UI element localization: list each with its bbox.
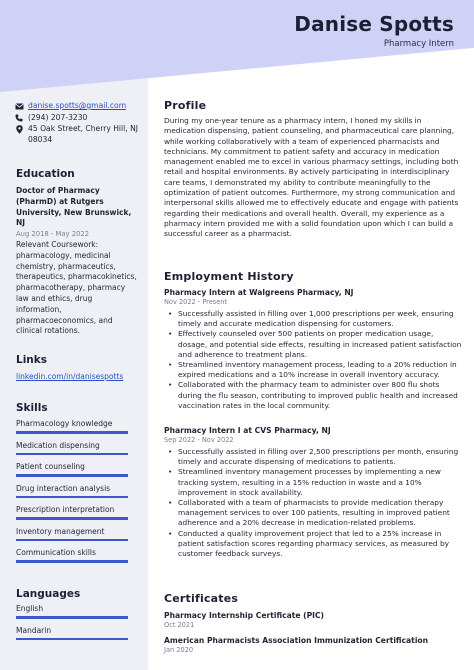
phone-number: (294) 207-3230 — [28, 112, 88, 122]
contact-address-row — [14, 124, 140, 145]
job-bullet: • Successfully assisted in filling over 2,500 prescriptions per month, ensuring timely and accurate dispensing of medications to patients. — [164, 447, 462, 467]
skill-level-fill — [16, 496, 128, 499]
skill-item — [16, 548, 128, 563]
profile-heading: Profile — [164, 99, 207, 112]
skill-label: Pharmacology knowledge — [16, 419, 113, 428]
job-dates: Sep 2022 - Nov 2022 — [164, 436, 234, 444]
skill-item — [16, 484, 128, 499]
language-item — [16, 604, 128, 619]
skill-level-fill — [16, 431, 128, 434]
job-bullet: • Conducted a quality improvement project that led to a 25% increase in patient satisfaction scores regarding pharmacy services, as measured by customer feedback surveys. — [164, 529, 462, 560]
skill-level-bar — [16, 474, 128, 477]
skill-label: Medication dispensing — [16, 440, 100, 450]
skill-label: Prescription interpretation — [16, 505, 115, 514]
job-bullet: • Collaborated with the pharmacy team to administer over 800 flu shots during the flu season, contributing to improved public health and increased vaccination rates in the local community. — [164, 380, 462, 411]
employment-heading: Employment History — [164, 270, 294, 283]
phone-icon — [14, 113, 24, 123]
skill-level-fill — [16, 474, 128, 477]
skill-level-fill — [16, 453, 128, 456]
skill-label: Inventory management — [16, 526, 105, 536]
certificates-heading: Certificates — [164, 592, 239, 605]
skill-item — [16, 505, 128, 520]
skills-heading: Skills — [16, 402, 48, 414]
job-bullets — [164, 309, 462, 411]
skill-label: Patient counseling — [16, 462, 85, 471]
skill-item — [16, 441, 128, 456]
education-heading: Education — [16, 168, 75, 180]
language-label: English — [16, 604, 44, 613]
skill-level-bar — [16, 496, 128, 499]
education-degree: Doctor of Pharmacy (PharmD) at Rutgers University, New Brunswick, NJ — [16, 186, 132, 228]
contact-email-row — [14, 101, 140, 112]
candidate-name: Danise Spotts — [294, 12, 454, 36]
job-bullet: • Effectively counseled over 500 patients on proper medication usage, dosage, and potential side effects, resulting in increased patient satisfaction and adherence to treatment plans. — [164, 329, 462, 360]
certificate-entry — [164, 611, 462, 630]
linkedin-link[interactable]: linkedin.com/in/danisespotts — [16, 372, 124, 381]
skill-item — [16, 419, 128, 434]
languages-heading: Languages — [16, 588, 81, 600]
certificate-title: American Pharmacists Association Immunization Certification — [164, 636, 429, 645]
job-title: Pharmacy Intern at Walgreens Pharmacy, NJ — [164, 288, 354, 297]
education-dates: Aug 2018 - May 2022 — [16, 230, 90, 239]
skill-label: Drug interaction analysis — [16, 483, 111, 493]
job-bullets — [164, 447, 462, 559]
skill-item — [16, 527, 128, 542]
job-bullet: • Streamlined inventory management processes by implementing a new tracking system, resulting in a 15% reduction in waste and a 10% improvement in stock availability. — [164, 467, 462, 498]
education-entry — [16, 186, 140, 337]
language-level-bar — [16, 638, 128, 641]
profile-summary: During my one-year tenure as a pharmacy intern, I honed my skills in medication dispensing, patient counseling, and pharmaceutical care planning, while working collaboratively with a team of experienced pharmacists and technicians. My commitment to patient safety and accuracy in medication management enabled me to excel in various pharmacy settings, including both retail and hospital environments. By actively participating in interdisciplinary care teams, I demonstrated my ability to contribute meaningfully to the optimization of patient outcomes. Furthermore, my strong communication and interpersonal skills allowed me to effectively educate and engage with patients regarding their medications and overall health. Overall, my experience as a pharmacy intern provided me with a solid foundation upon which I can build a successful career as a pharmacist. — [164, 116, 459, 239]
job-bullet: • Streamlined inventory management process, leading to a 20% reduction in expired medications and a 10% increase in overall inventory accuracy. — [164, 360, 462, 380]
skill-level-bar — [16, 517, 128, 520]
contact-section — [14, 101, 140, 146]
job-dates: Nov 2022 - Present — [164, 298, 228, 306]
skill-level-bar — [16, 539, 128, 542]
map-pin-icon — [14, 124, 24, 134]
job-bullet: • Successfully assisted in filling over 1,000 prescriptions per week, ensuring timely and accurate medication dispensing for customers. — [164, 309, 462, 329]
skill-level-fill — [16, 517, 128, 520]
skill-level-bar — [16, 453, 128, 456]
email-link[interactable]: danise.spotts@gmail.com — [28, 101, 127, 110]
language-item — [16, 626, 128, 641]
language-label: Mandarin — [16, 625, 52, 635]
links-list — [16, 372, 140, 383]
skill-level-bar — [16, 560, 128, 563]
education-coursework: Relevant Coursework: pharmacology, medicinal chemistry, pharmaceutics, therapeutics, pharmacokinetics, pharmacotherapy, pharmacy law and ethics, drug information, pharmacoeconomics, and clinical rotations. — [16, 239, 137, 336]
job-entry — [164, 288, 462, 411]
job-title: Pharmacy Intern I at CVS Pharmacy, NJ — [164, 426, 331, 435]
certificate-title: Pharmacy Internship Certificate (PIC) — [164, 611, 325, 620]
job-bullet: • Collaborated with a team of pharmacists to provide medication therapy management services to over 100 patients, resulting in improved patient adherence and a 20% decrease in medication-related problems. — [164, 498, 462, 529]
contact-phone-row — [14, 113, 140, 124]
job-entry — [164, 426, 462, 559]
envelope-icon — [14, 101, 24, 111]
address: 45 Oak Street, Cherry Hill, NJ 08034 — [28, 124, 139, 144]
skill-item — [16, 462, 128, 477]
certificate-entry — [164, 636, 462, 655]
links-heading: Links — [16, 354, 47, 366]
candidate-title: Pharmacy Intern — [383, 39, 454, 49]
language-level-fill — [16, 638, 128, 641]
certificate-date: Jan 2020 — [164, 646, 194, 654]
language-level-bar — [16, 616, 128, 619]
skill-level-bar — [16, 431, 128, 434]
skill-label: Communication skills — [16, 548, 96, 557]
certificate-date: Oct 2021 — [164, 621, 195, 629]
skill-level-fill — [16, 539, 128, 542]
language-level-fill — [16, 616, 128, 619]
skill-level-fill — [16, 560, 128, 563]
